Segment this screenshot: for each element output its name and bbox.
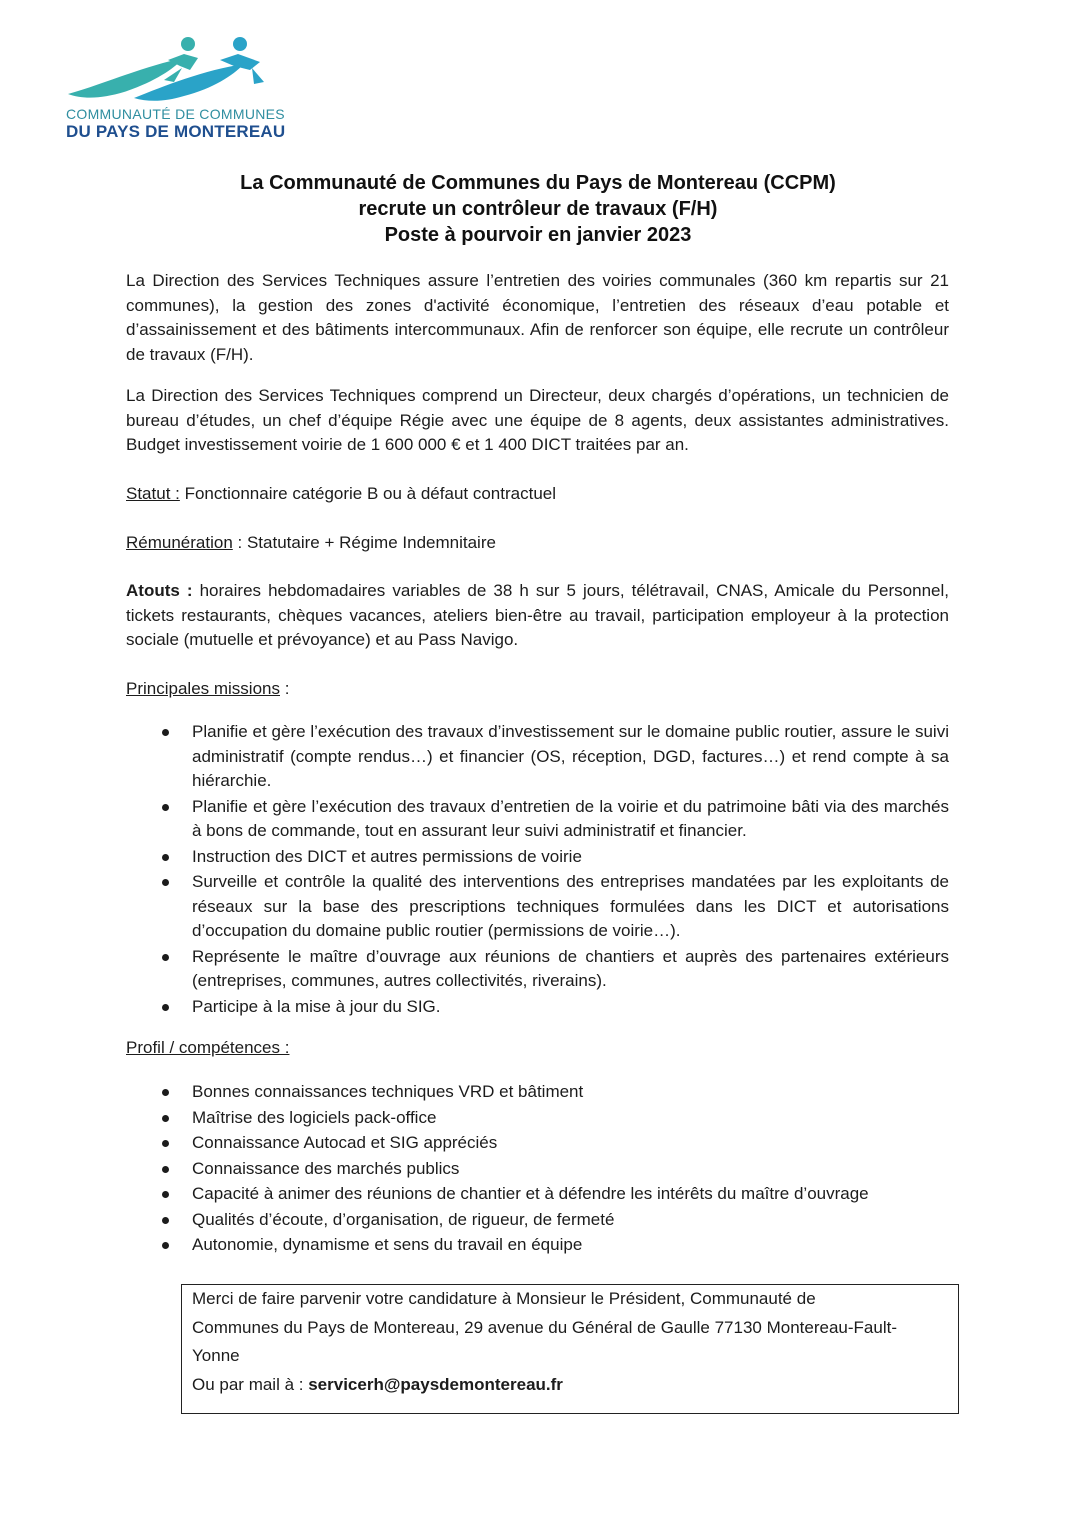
missions-label: Principales missions [126,679,280,698]
statut-line [126,482,949,507]
title-line-3: Poste à pourvoir en janvier 2023 [384,224,692,246]
list-item: Participe à la mise à jour du SIG. [126,995,949,1020]
list-item: Représente le maître d’ouvrage aux réunions de chantiers et auprès des partenaires extérieurs (entreprises, communes, autres collectivités, riverains). [126,945,949,994]
logo [64,36,294,140]
runners-logo-graphic [64,36,294,108]
missions-heading [126,677,949,702]
team-paragraph: La Direction des Services Techniques comprend un Directeur, deux chargés d’opérations, un technicien de bureau d’études, un chef d’équipe Régie avec une équipe de 8 agents, deux assistantes administratives. Budget investissement voirie de 1 600 000 € et 1 400 DICT traitées par an. [126,386,949,454]
email-link[interactable]: servicerh@paysdemontereau.fr [308,1374,563,1394]
profil-heading [126,1036,949,1061]
remuneration-label: Rémunération [126,533,233,552]
logo-text-line2: DU PAYS DE MONTEREAU [66,122,286,141]
list-item: Qualités d’écoute, d’organisation, de rigueur, de fermeté [126,1208,949,1233]
list-item: Capacité à animer des réunions de chantier et à défendre les intérêts du maître d’ouvrage [126,1182,949,1207]
profil-list [126,1080,949,1259]
statut-value: Fonctionnaire catégorie B ou à défaut contractuel [179,484,556,503]
contact-mail-line [192,1371,958,1400]
list-item: Autonomie, dynamisme et sens du travail en équipe [126,1233,949,1258]
contact-line-1: Merci de faire parvenir votre candidature à Monsieur le Président, Communauté de [192,1289,816,1308]
list-item: Connaissance des marchés publics [126,1157,949,1182]
list-item: Planifie et gère l’exécution des travaux d’entretien de la voirie et du patrimoine bâti via des marchés à bons de commande, tout en assurant leur suivi administratif et financier. [126,795,949,844]
mail-prefix: Ou par mail à : [192,1374,309,1394]
title-line-2: recrute un contrôleur de travaux (F/H) [358,198,718,220]
list-item: Instruction des DICT et autres permissions de voirie [126,845,949,870]
missions-label-suffix: : [280,679,290,698]
contact-line-2: Communes du Pays de Montereau, 29 avenue du Général de Gaulle 77130 Montereau-Fault- [192,1317,897,1337]
list-item: Surveille et contrôle la qualité des interventions des entreprises mandatées par les exploitants de réseaux sur la base des prescriptions techniques formulées dans les DICT et autorisations d’occupation du domaine public routier (permissions de voirie…). [126,870,949,944]
intro-paragraph: La Direction des Services Techniques assure l’entretien des voiries communales (360 km repartis sur 21 communes), la gestion des zones d'activité économique, l’entretien des réseaux d’eau potable et d’assainissement et des bâtiments intercommunaux. Afin de renforcer son équipe, elle recrute un contrôleur de travaux (F/H). [126,271,949,364]
list-item: Connaissance Autocad et SIG appréciés [126,1131,949,1156]
statut-label: Statut : [126,484,180,503]
job-title-block [0,170,1076,248]
atouts-value: horaires hebdomadaires variables de 38 h sur 5 jours, télétravail, CNAS, Amicale du Personnel, tickets restaurants, chèques vacances, ateliers bien-être au travail, participation employeur à la protection sociale (mutuelle et prévoyance) et au Pass Navigo. [126,581,949,649]
missions-list [126,720,949,1020]
remuneration-line [126,531,949,556]
profil-label: Profil / compétences : [126,1038,290,1057]
title-line-1: La Communauté de Communes du Pays de Montereau (CCPM) [240,172,836,194]
atouts-paragraph [126,579,949,653]
list-item: Planifie et gère l’exécution des travaux d’investissement sur le domaine public routier, assure le suivi administratif (compte rendus…) et financier (OS, réception, DGD, factures…) et rend compte à sa hiérarchie. [126,720,949,794]
contact-line-3: Yonne [192,1346,240,1365]
list-item: Bonnes connaissances techniques VRD et bâtiment [126,1080,949,1105]
atouts-label: Atouts : [126,581,193,600]
contact-box [181,1284,959,1414]
list-item: Maîtrise des logiciels pack-office [126,1106,949,1131]
logo-text-line1: COMMUNAUTÉ DE COMMUNES [66,106,285,122]
remuneration-value: : Statutaire + Régime Indemnitaire [232,533,496,552]
